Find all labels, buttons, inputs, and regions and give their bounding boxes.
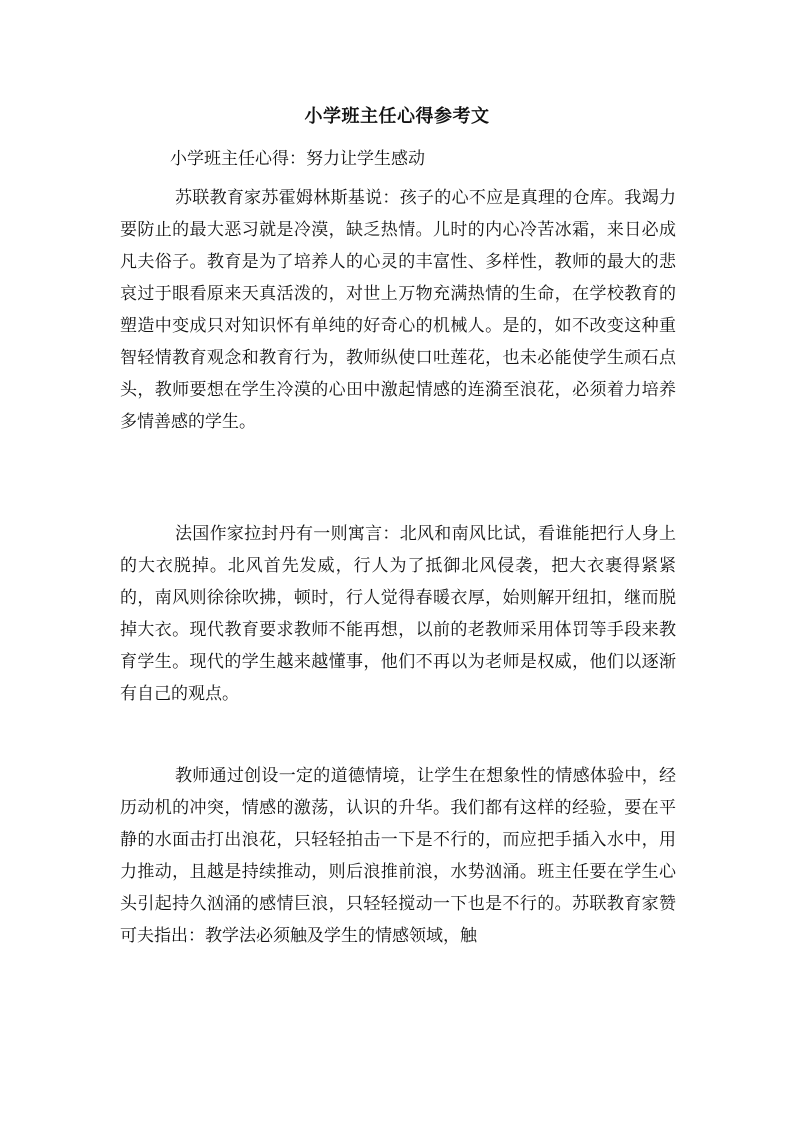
- document-subtitle: 小学班主任心得：努力让学生感动: [170, 149, 425, 169]
- paragraph-3: 教师通过创设一定的道德情境，让学生在想象性的情感体验中，经历动机的冲突，情感的激荡，认识的升华。我们都有这样的经验，要在平静的水面击打出浪花，只轻轻拍击一下是不行的，而应把手插入水中，用力推动，且越是持续推动，则后浪推前浪，水势汹涌。班主任要在学生心头引起持久汹涌的感情巨浪，只轻轻搅动一下也是不行的。苏联教育家赞可夫指出：教学法必须触及学生的情感领域，触: [120, 766, 676, 946]
- document-title: 小学班主任心得参考文: [304, 106, 490, 127]
- paragraph-1: 苏联教育家苏霍姆林斯基说：孩子的心不应是真理的仓库。我竭力要防止的最大恶习就是冷漠，缺乏热情。儿时的内心冷苦冰霜，来日必成凡夫俗子。教育是为了培养人的心灵的丰富性、多样性，教师的最大的悲哀过于眼看原来天真活泼的，对世上万物充满热情的生命，在学校教育的塑造中变成只对知识怀有单纯的好奇心的机械人。是的，如不改变这种重智轻情教育观念和教育行为，教师纵使口吐莲花，也未必能使学生顽石点头，教师要想在学生冷漠的心田中激起情感的连漪至浪花，必须着力培养多情善感的学生。: [120, 188, 676, 432]
- paragraph-2: 法国作家拉封丹有一则寓言：北风和南风比试，看谁能把行人身上的大衣脱掉。北风首先发威，行人为了抵御北风侵袭，把大衣裹得紧紧的，南风则徐徐吹拂，顿时，行人觉得春暖衣厚，始则解开纽扣，继而脱掉大衣。现代教育要求教师不能再想，以前的老教师采用体罚等手段来教育学生。现代的学生越来越懂事，他们不再以为老师是权威，他们以逐渐有自己的观点。: [120, 524, 676, 704]
